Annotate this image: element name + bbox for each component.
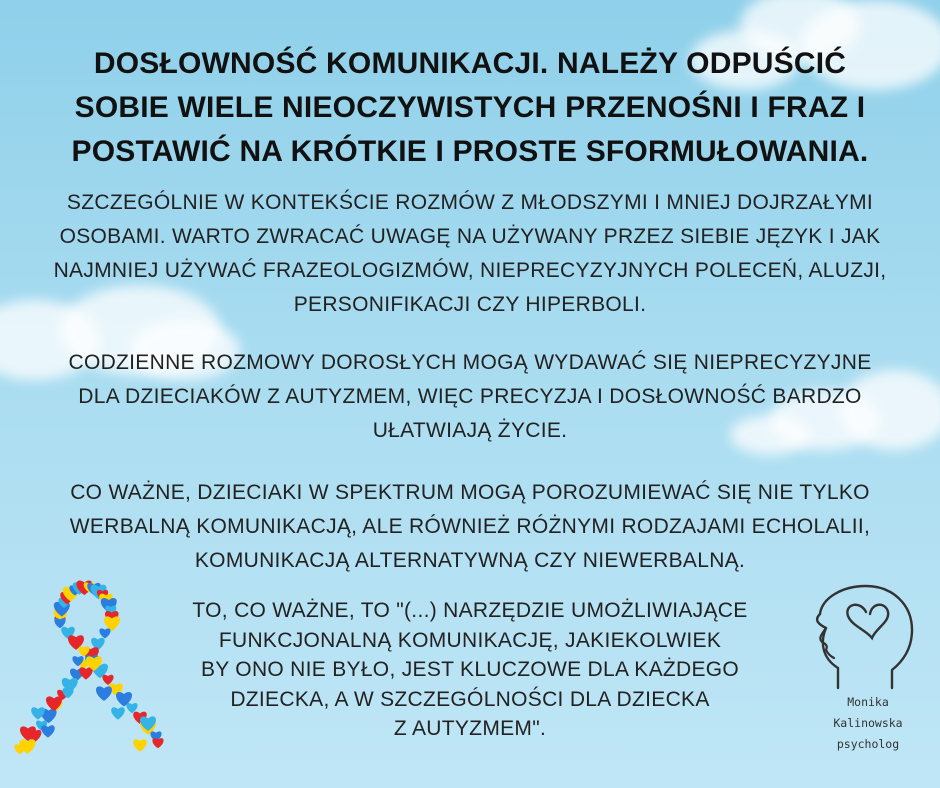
ribbon-heart (111, 707, 125, 719)
paragraph-line: SZCZEGÓLNIE W KONTEKŚCIE ROZMÓW Z MŁODSZYMI I MNIEJ DOJRZAŁYMI (66, 191, 874, 214)
paragraph-line: OSOBAMI. WARTO ZWRACAĆ UWAGĘ NA UŻYWANY PRZEZ SIEBIE JĘZYK I JAK (59, 225, 881, 248)
quote-line: Z AUTYZMEM". (393, 717, 547, 740)
logo-name-line: Kalinowska (833, 716, 903, 730)
logo-title-line: psycholog (836, 737, 900, 751)
paragraph-line: UŁATWIAJĄ ŻYCIE. (372, 419, 568, 442)
quote-line: DZIECKA, A W SZCZEGÓLNOŚCI DLA DZIECKA (230, 687, 710, 711)
paragraph-spectrum-communication (20, 476, 920, 578)
paragraph-line: WERBALNĄ KOMUNIKACJĄ, ALE RÓWNIEŻ RÓŻNYMI RODZAJAMI ECHOLALII, (69, 515, 871, 538)
quote-line: TO, CO WAŻNE, TO "(...) NARZĘDZIE UMOŻLIWIAJĄCE (192, 599, 748, 622)
paragraph-everyday-conversations (20, 346, 920, 448)
quote-block (150, 596, 790, 744)
quote-line: BY ONO NIE BYŁO, JEST KLUCZOWE DLA KAŻDEGO (200, 658, 740, 681)
title-line: SOBIE WIELE NIEOCZYWISTYCH PRZENOŚNI I FRAZ I (74, 91, 866, 124)
ribbon-heart (79, 667, 93, 679)
paragraph-context (20, 186, 920, 322)
title-line: POSTAWIĆ NA KRÓTKIE I PROSTE SFORMUŁOWANIA. (71, 135, 869, 168)
ribbon-heart (14, 744, 25, 754)
paragraph-line: DLA DZIECIAKÓW Z AUTYZMEM, WIĘC PRECYZJA I DOSŁOWNOŚĆ BARDZO (78, 385, 862, 408)
ribbon-heart (31, 707, 45, 719)
paragraph-line: CODZIENNE ROZMOWY DOROSŁYCH MOGĄ WYDAWAĆ SIĘ NIEPRECYZYJNE (68, 351, 872, 374)
paragraph-line: CO WAŻNE, DZIECIAKI W SPEKTRUM MOGĄ POROZUMIEWAĆ SIĘ NIE TYLKO (70, 481, 870, 504)
title-line: DOSŁOWNOŚĆ KOMUNIKACJI. NALEŻY ODPUŚCIĆ (93, 47, 847, 80)
page-title (20, 42, 920, 174)
ribbon-heart (99, 628, 110, 638)
ribbon-heart (96, 686, 112, 701)
ribbon-heart (41, 725, 55, 737)
paragraph-line: KOMUNIKACJĄ ALTERNATYWNĄ CZY NIEWERBALNĄ. (194, 549, 746, 572)
ribbon-heart (152, 738, 163, 748)
puzzle-hearts-awareness-ribbon-icon (8, 572, 178, 772)
head-with-heart-icon (808, 584, 928, 692)
quote-line: FUNKCJONALNĄ KOMUNIKACJĘ, JAKIEKOLWIEK (218, 628, 722, 652)
paragraph-line: PERSONIFIKACJI CZY HIPERBOLI. (293, 293, 647, 316)
logo-name-line: Monika (847, 695, 889, 709)
ribbon-heart (133, 739, 147, 751)
paragraph-line: NAJMNIEJ UŻYWAĆ FRAZEOLOGIZMÓW, NIEPRECYZYJNYCH POLECEŃ, ALUZJI, (53, 259, 887, 282)
ribbon-heart (46, 696, 62, 711)
logo-signature (808, 692, 928, 755)
ribbon-heart (104, 616, 120, 631)
